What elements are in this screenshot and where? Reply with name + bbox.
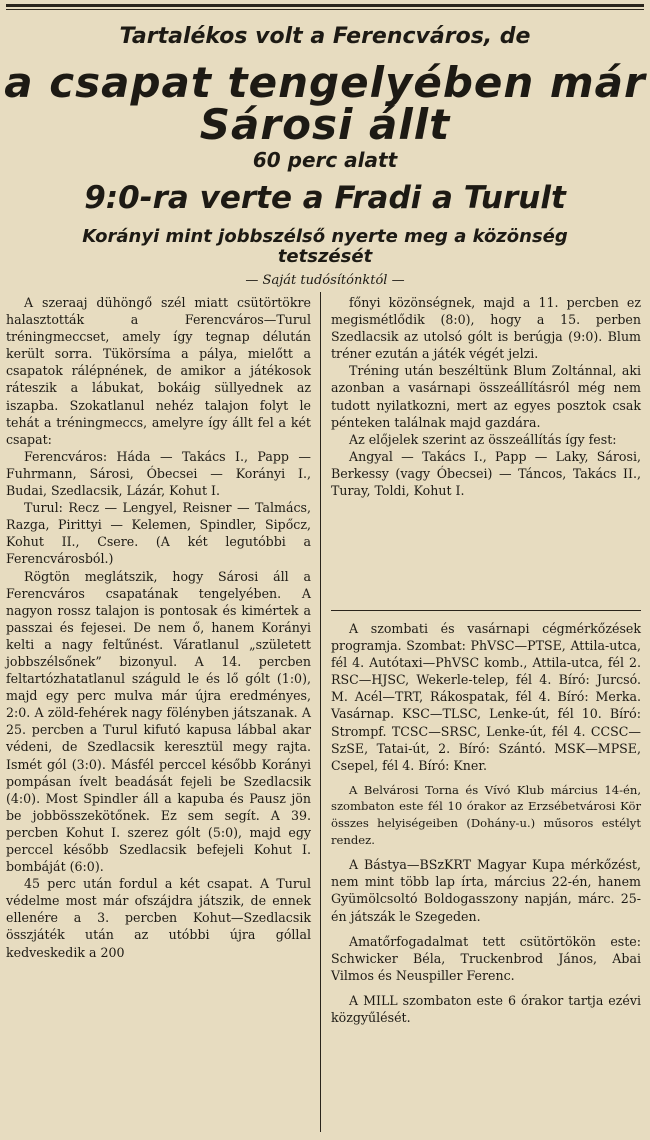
news-mill-meeting: A MILL szombaton este 6 órakor tartja ezévi közgyűlését. — [331, 992, 641, 1025]
lineup-sunday: Angyal — Takács I., Papp — Laky, Sárosi, Berkessy (vagy Óbecsei) — Táncos, Takács II., Turay, Toldi, Kohut I. — [331, 448, 641, 499]
subheadline-time: 60 perc alatt — [252, 148, 398, 172]
lineup-ferencvaros: Ferencváros: Háda — Takács I., Papp — Fuhrmann, Sárosi, Óbecsei — Korányi I., Budai, Szedlacsik, Lázár, Kohut I. — [6, 448, 311, 499]
right-column — [331, 294, 641, 499]
column-divider — [320, 292, 321, 1132]
subheadline-koranyi-line1: Korányi mint jobbszélső nyerte meg a közönség — [82, 226, 568, 247]
top-rule — [6, 4, 644, 7]
article-paragraph: A szeraaj dühöngő szél miatt csütörtökre halasztották a Ferencváros—Turul tréningmeccset, amely így tegnap délután került sorra. Tükörsíma a pálya, mielőtt a csapatok rálépnének, de amikor a játékosok ráteszik a lábukat, bokáig süllyednek az iszapba. Szokatlanul nehéz talajon folyt le tehát a tréningmeccs, amelyre így állt fel a két csapat: — [6, 295, 311, 447]
right-column-news — [331, 620, 641, 1026]
top-rule-thin — [6, 9, 644, 10]
left-column — [6, 294, 311, 961]
article-paragraph: Az előjelek szerint az összeállítás így fest: — [349, 431, 617, 447]
news-amateur-pledge: Amatőrfogadalmat tett csütörtökön este: Schwicker Béla, Truckenbrod János, Abai Vilmos és Neuspiller Ferenc. — [331, 933, 641, 983]
headline-main-line2: Sárosi állt — [199, 100, 451, 149]
headline-main-line1: a csapat tengelyében már — [4, 58, 646, 107]
article-paragraph: főnyi közönségnek, majd a 11. percben ez megismétlődik (8:0), hogy a 15. perben Szedlacsik az utolsó gólt is berúgja (9:0). Blum tréner ezután a játék végét jelzi. — [331, 295, 641, 362]
news-company-matches: A szombati és vasárnapi cégmérkőzések programja. Szombat: PhVSC—PTSE, Attila-utca, fél 4. Autótaxi—PhVSC komb., Attila-utca, fél 2. RSC—HJSC, Wekerle-telep, fél 4. Bíró: Jurcsó. M. Acél—TRT, Rákospatak, fél 4. Bíró: Merka. Vasárnap. KSC—TLSC, Lenke-út, fél 10. Bíró: Strompf. TCSC—SRSC, Lenke-út, fél 4. CCSC—SzSE, Tatai-út, 2. Bíró: Szántó. MSK—MPSE, Csepel, fél 4. Bíró: Kner. — [331, 621, 641, 773]
lineup-turul: Turul: Recz — Lengyel, Reisner — Talmács, Razga, Pirittyi — Kelemen, Spindler, Sipőcz, Kohut II., Csere. (A két legutóbbi a Ferencvárosból.) — [6, 500, 311, 567]
byline: — Saját tudósítónktól — — [245, 273, 405, 288]
article-paragraph: Rögtön meglátszik, hogy Sárosi áll a Ferencváros csapatának tengelyében. A nagyon rossz talajon is pontosak és kimértek a passzai és fejesei. De nem ő, hanem Korányi kelti a nagy feltűnést. Váratlanul „született jobbszélsőnek” bizonyul. A 14. percben feltartózhatatlanul száguld le és lő gólt (1:0), majd egy perc mulva már újra eredményes, 2:0. A zöld-fehérek nagy fölényben játszanak. A 25. percben a Turul kifutó kapusa lábbal akar védeni, de Szedlacsik keresztül megy rajta. Ismét gól (3:0). Másfél perccel később Korányi pompásan ívelt beadását fejeli be Szedlacsik (4:0). Most Spindler áll a kapuba és Pausz jön be jobbösszekötőnek. Ez sem segít. A 39. percben Kohut I. szerez gólt (5:0), majd egy perccel később Szedlacsik befejeli Kohut I. bombáját (6:0). — [6, 568, 311, 875]
article-paragraph: 45 perc után fordul a két csapat. A Turul védelme most már ofszájdra játszik, de ennek ellenére a 3. percben Kohut—Szedlacsik összjáték után az utóbbi újra góllal kedveskedik a 200 — [6, 876, 311, 960]
subheadline-koranyi-line2: tetszését — [277, 246, 373, 267]
article-paragraph: Tréning után beszéltünk Blum Zoltánnal, aki azonban a vasárnapi összeállításról még nem tudott nyilatkozni, mert az egyes posztok csak pénteken találnak majd gazdára. — [331, 363, 641, 430]
subheadline-score: 9:0-ra verte a Fradi a Turult — [84, 180, 566, 216]
section-divider — [331, 610, 641, 611]
headline-kicker: Tartalékos volt a Ferencváros, de — [119, 24, 531, 49]
news-bastya-cup: A Bástya—BSzKRT Magyar Kupa mérkőzést, nem mint több lap írta, március 22-én, hanem Gyümölcsoltó Boldogasszony napján, márc. 25-én játszák le Szegeden. — [331, 857, 641, 924]
news-belvarosi-club: A Belvárosi Torna és Vívó Klub március 14-én, szombaton este fél 10 órakor az Erzsébetvárosi Kör összes helyiségeiben (Dohány-u.) műsoros estélyt rendez. — [331, 782, 641, 847]
